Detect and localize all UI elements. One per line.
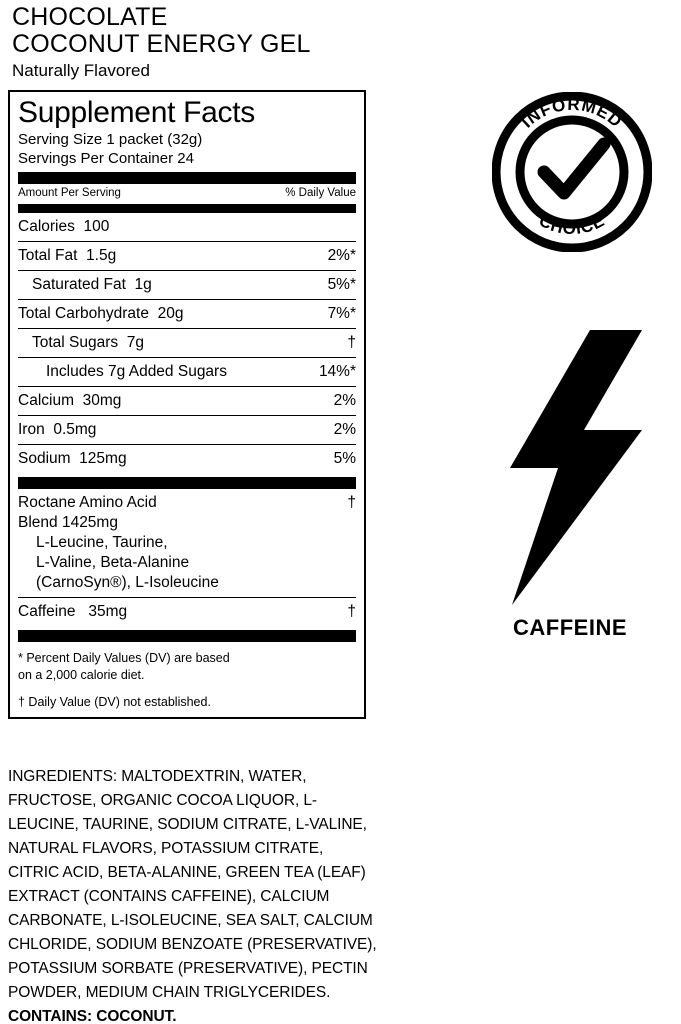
table-row-added-sugars: [18, 358, 356, 386]
blend-component-line3: (CarnoSyn®), L-Isoleucine: [36, 574, 219, 591]
blend-component-line2: L-Valine, Beta-Alanine: [36, 554, 190, 571]
lightning-bolt-icon: [492, 330, 652, 605]
divider-thick-mid: [18, 477, 356, 489]
svg-text:INFORMED: INFORMED: [517, 94, 627, 132]
table-row-total-carbohydrate: [18, 300, 356, 328]
row-value: 5%: [333, 450, 356, 467]
informed-choice-badge-icon: [492, 92, 652, 252]
supplement-facts-panel: [8, 90, 366, 719]
row-label: Total Fat 1.5g: [18, 247, 117, 264]
divider-thick-bottom: [18, 630, 356, 642]
caffeine-badge-label: CAFFEINE: [513, 615, 627, 640]
servings-per-container: Servings Per Container 24: [18, 150, 194, 167]
amount-header-row: [18, 184, 356, 204]
footnote-line2: on a 2,000 calorie diet.: [18, 668, 145, 682]
ingredients-contains: CONTAINS: COCONUT.: [8, 1008, 177, 1024]
row-label: Calories 100: [18, 218, 110, 235]
product-title-line1: CHOCOLATE: [12, 3, 168, 31]
supplement-facts-title: Supplement Facts: [18, 96, 255, 129]
table-row-caffeine: [18, 598, 356, 626]
blend-value: †: [347, 494, 356, 511]
blend-name-line1: Roctane Amino Acid: [18, 494, 157, 511]
table-row-total-fat: [18, 242, 356, 270]
amount-per-serving-label: Amount Per Serving: [18, 187, 121, 199]
row-value: 14%*: [318, 363, 356, 380]
row-label: Calcium 30mg: [18, 392, 122, 409]
row-value: 2%: [333, 392, 356, 409]
ingredients-text: INGREDIENTS: MALTODEXTRIN, WATER, FRUCTOSE, ORGANIC COCOA LIQUOR, L-LEUCINE, TAURINE, SODIUM CITRATE, L-VALINE, NATURAL FLAVORS, POTASSIUM CITRATE, CITRIC ACID, BETA-ALANINE, GREEN TEA (LEAF) EXTRACT (CONTAINS CAFFEINE), CALCIUM CARBONATE, L-ISOLEUCINE, SEA SALT, CALCIUM CHLORIDE, SODIUM BENZOATE (PRESERVATIVE), POTASSIUM SORBATE (PRESERVATIVE), PECTIN POWDER, MEDIUM CHAIN TRIGLYCERIDES.: [8, 768, 377, 1001]
row-label: Sodium 125mg: [18, 450, 127, 467]
row-label: Saturated Fat 1g: [32, 276, 152, 293]
blend-name-line2: Blend 1425mg: [18, 514, 118, 531]
product-title: [12, 4, 412, 82]
daily-value-label: % Daily Value: [285, 187, 356, 199]
footnote-daily-values: [18, 642, 356, 684]
table-row-sodium: [18, 445, 356, 473]
row-value: 2%*: [327, 247, 356, 264]
table-row-calories: [18, 213, 356, 241]
row-value: 7%*: [327, 305, 356, 322]
footnote-line1: * Percent Daily Values (DV) are based: [18, 651, 230, 665]
svg-text:CHOICE: CHOICE: [535, 210, 609, 239]
row-label: Includes 7g Added Sugars: [46, 363, 227, 380]
table-row-total-sugars: [18, 329, 356, 357]
row-label: Total Sugars 7g: [32, 334, 145, 351]
ingredients-block: [8, 765, 378, 1024]
serving-size: Serving Size 1 packet (32g): [18, 131, 203, 148]
row-value: 2%: [333, 421, 356, 438]
row-label: Iron 0.5mg: [18, 421, 97, 438]
blend-component-line1: L-Leucine, Taurine,: [36, 534, 168, 551]
table-row-calcium: [18, 387, 356, 415]
table-row-roctane-blend: [18, 489, 356, 597]
row-label: Total Carbohydrate 20g: [18, 305, 184, 322]
row-value: †: [347, 603, 356, 620]
row-label: Caffeine 35mg: [18, 603, 128, 620]
row-value: 5%*: [327, 276, 356, 293]
product-title-line2: COCONUT ENERGY GEL: [12, 30, 311, 58]
table-row-iron: [18, 416, 356, 444]
row-value: †: [347, 334, 356, 351]
footnote-dagger: † Daily Value (DV) not established.: [18, 695, 211, 709]
divider-med-1: [18, 204, 356, 213]
divider-thick-top: [18, 172, 356, 184]
table-row-saturated-fat: [18, 271, 356, 299]
product-subtitle: Naturally Flavored: [12, 61, 150, 80]
